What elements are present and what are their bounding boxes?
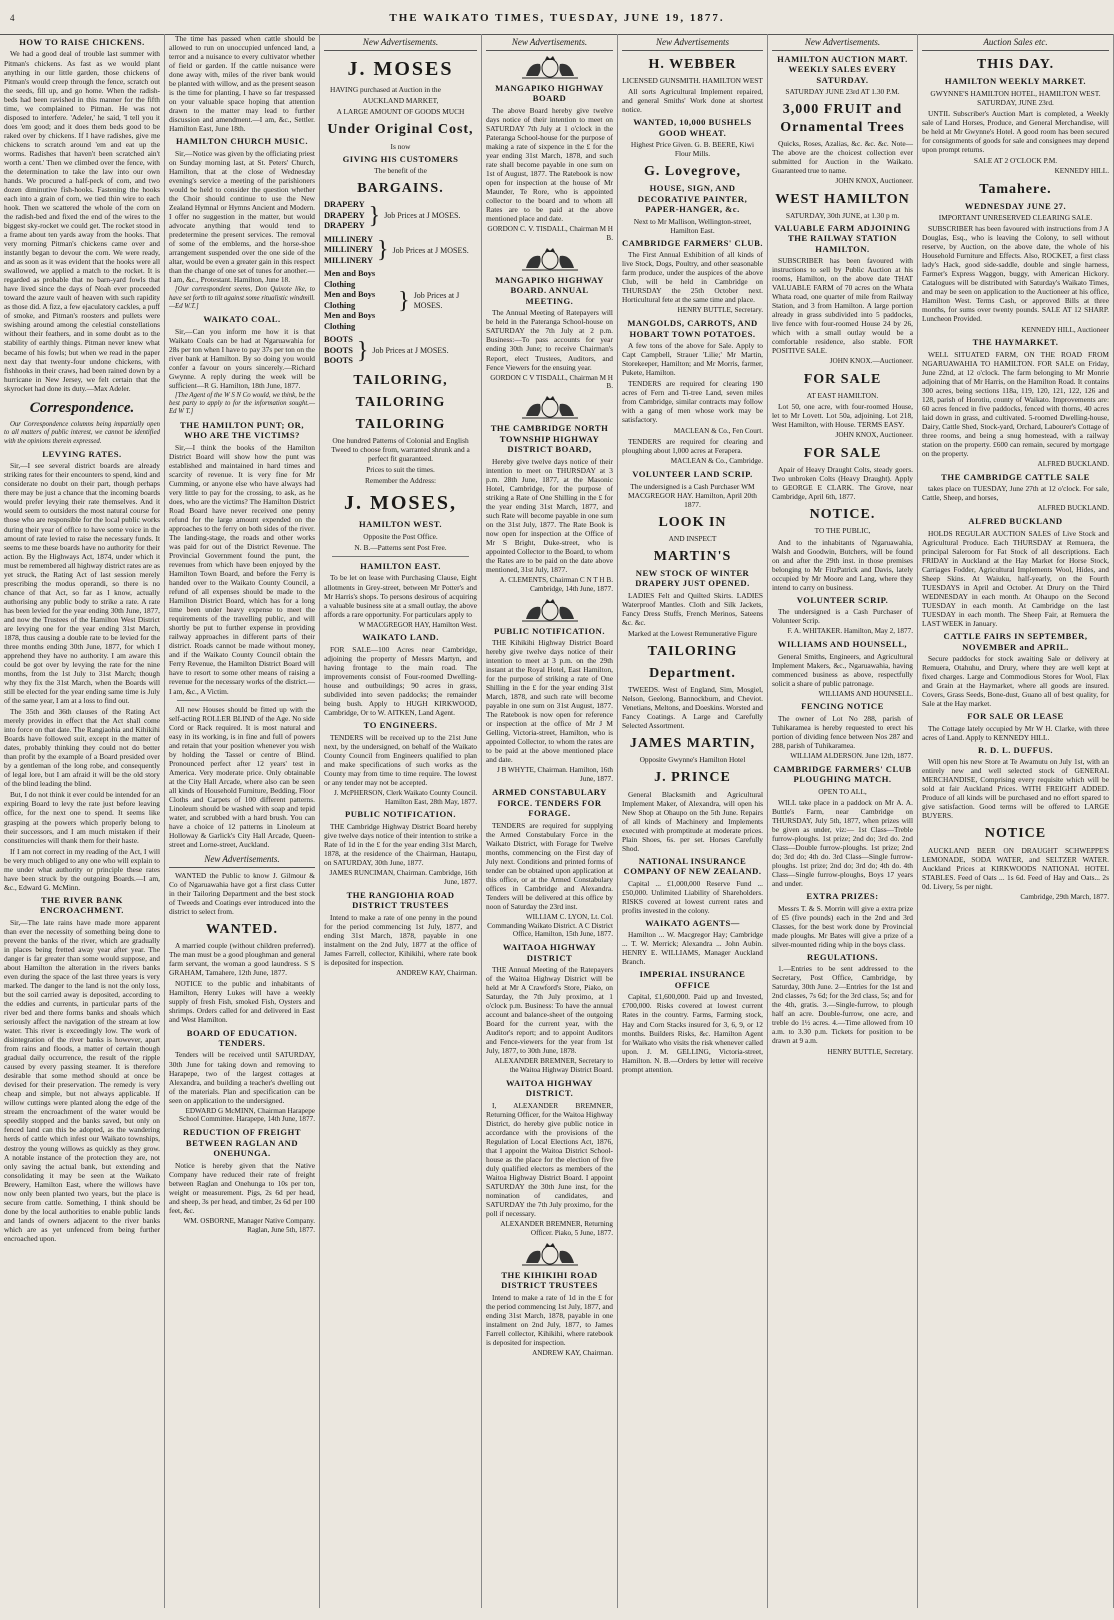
paragraph: Notice is hereby given that the Native Company have reduced their rate of freight between Raglan and Onehunga to 10s per ton, weight or measurement. Pigs, 2s 6d per head, and sheep, 3s per head, and timber, 2s 6d per 100 feet, &c.	[169, 1160, 315, 1215]
column-header: New Advertisements.	[486, 34, 613, 51]
signature-line: KENNEDY HILL, Auctioneer	[1021, 325, 1109, 334]
brace-note: Job Prices at J MOSES.	[384, 211, 461, 221]
signature-line: ANDREW KAY, Chairman.	[396, 968, 477, 977]
paragraph: takes place on TUESDAY, June 27th at 12 o'clock. For sale, Cattle, Sheep, and horses,	[922, 484, 1109, 503]
paragraph: The Annual Meeting of Ratepayers will be held in the Pateranga School-house on SATURDAY the 7th July at 2 p.m. Business:—To pass accounts for year ending 30th June; to receive Chairman's Report, elect Trustees, Auditors, and Fence Viewers for the ensuing year.	[486, 308, 613, 372]
brace-listing	[324, 269, 477, 332]
brace-note: Job Prices at J MOSES.	[413, 290, 460, 310]
brace-line: DRAPERY	[324, 221, 365, 231]
ad-heading: FOR SALE	[803, 372, 882, 388]
signature-line: ALEXANDER BREMNER, Secretary to the Waitoa Highway District Board.	[494, 1057, 613, 1075]
ad-heading: WEST HAMILTON	[775, 191, 910, 207]
paragraph: Intend to make a rate of 1d in the £ for the period commencing 1st July, 1877, and ending 31st March, 1878, payable in one instalment on 2nd July, 1877, to James Farrell collector, Kihikihi, where ratebook is deposited for inspection.	[486, 1292, 613, 1348]
royal-crest-icon	[518, 54, 582, 80]
ad-heading: 3,000 FRUIT and Ornamental Trees	[780, 102, 905, 135]
paragraph: General Smiths, Engineers, and Agricultural Implement Makers, &c., Ngaruawahia, having commenced business as above, respectfully solicit a share of public patronage.	[772, 651, 913, 688]
column-4	[482, 34, 618, 1608]
signature-line: JOHN KNOX, Auctioneer.	[835, 176, 913, 185]
paragraph: All new Houses should be fitted up with the self-acting ROLLER BLIND of the Age. No side Cord or Rack required. It is most natural and easy in its working, is in fine and full of powers and retain that your position whenever you wish by holding the Tassel or centre of Blind. Pronounced perfect after 12 years' test in America. Very moderate price. Only obtainable at the City Hall Arcade, where also can be seen all kinds of Household Furniture, Bedding, Floor Cloths and Carpets of 100 different patterns. Linoleum should be washed with soap and tepid water, and scrubbed with a hard brush. You can have a choice of 12 patterns in Linoleum at Holloway & Garlick's City Hall Arcade, Queen-street and Lorne-street, Auckland.	[169, 704, 315, 849]
paragraph: The Cottage lately occupied by Mr W H. Clarke, with three acres of Land. Apply to KENNEDY HILL.	[922, 723, 1109, 742]
centered-line: Opposite the Post Office.	[363, 531, 438, 541]
headline: HAMILTON AUCTION MART. WEEKLY SALES EVERY SATURDAY.	[777, 53, 908, 85]
paragraph: Will open his new Store at Te Awamutu on July 1st, with an entirely new and well selected stock of GENERAL MERCHANDISE, Comprising every requisite which will be sold at fair Auckland Prices. WITH FREIGHT ADDED. Produce of all kinds will be purchased and no effort spared to give satisfaction. Good terms will be offered to LARGE BUYERS.	[922, 757, 1109, 821]
paragraph: If I am not correct in my reading of the Act, I will be very much obliged to any one who will explain to me under what authority or principle these rates have been struck by the outgoing Boards.—I am, &c., Edward G. McMinn.	[4, 846, 160, 892]
column-6	[768, 34, 918, 1608]
brace-line: DRAPERY	[324, 200, 365, 210]
headline: HAMILTON EAST.	[360, 560, 441, 571]
headline: THE HAMILTON PUNT; OR, WHO ARE THE VICTIMS?	[179, 419, 304, 441]
signature-line: ALEXANDER BREMNER, Returning Officer. Piako, 5 June, 1877.	[500, 1220, 613, 1238]
page-number: 4	[10, 13, 16, 23]
brace-icon: }	[377, 237, 389, 264]
paragraph: Sir,—Can you inform me how it is that Waikato Coals can be had at Ngaruawahia for 28s per ton when I have to pay 37s per ton on the river bank at Hamilton. By so doing you would confer a favour on yours sincerely.—Richard Gwynne. A reply during the week will be sufficient—R G. Hamilton, 18th June, 1877.	[169, 326, 315, 390]
brace-note: Job Prices at J MOSES.	[372, 346, 449, 356]
headline: CAMBRIDGE FARMERS' CLUB PLOUGHING MATCH.	[773, 763, 912, 785]
headline: WAIKATO LAND.	[362, 632, 439, 643]
ad-heading: WANTED.	[206, 922, 278, 938]
editorial-note: [The Agent of the W S N Co would, we think, be the best party to apply to for the information sought.—Ed W T.]	[169, 391, 315, 416]
paragraph: The First Annual Exhibition of all kinds of live Stock, Dogs, Poultry, and other seasonable farm produce, under the auspices of the above Club, will be held in Cambridge on THURSDAY the 25th October next. Horticultural fete at the same time and place.	[622, 250, 763, 305]
ad-heading: Under Original Cost,	[327, 122, 474, 138]
headline: HAMILTON WEST.	[358, 519, 443, 530]
royal-crest-icon	[518, 597, 582, 623]
signature-line: MACLEAN & Co., Cambridge.	[670, 457, 763, 466]
centered-line: Highest Price Given. G. B. BEERE, Kiwi Flour Mills.	[630, 140, 755, 159]
brace-lines	[324, 235, 373, 267]
paragraph: The 35th and 36th clauses of the Rating Act merely provides in effect that the Act shall come into force on that date. The Rangiaohia and Kihikihi Boards have followed suit, except in the matter of dates, probably thinking they could not do better than profit by the example of a Board presided over by a gentleman of the long robe, and consequently of legal lore, but I am afraid it will be the old story of the blind leading the blind.	[4, 707, 160, 789]
royal-crest-icon	[518, 394, 582, 420]
centered-line: A LARGE AMOUNT OF GOODS MUCH	[336, 107, 465, 117]
headline: HOUSE, SIGN, AND DECORATIVE PAINTER, PAPER-HANGER, &c.	[637, 183, 748, 215]
headline: FOR SALE OR LEASE	[967, 711, 1064, 722]
headline: EXTRA PRIZES:	[806, 891, 879, 902]
headline: VALUABLE FARM ADJOINING THE RAILWAY STATION HAMILTON.	[774, 222, 911, 254]
headline: WAIKATO COAL.	[203, 314, 281, 325]
paragraph: Apair of Heavy Draught Colts, steady goers. Two unbroken Colts (Heavy Draught). Apply to GEORGE E CLARK. The Grove, near Cambridge, April 6th, 1877.	[772, 465, 913, 502]
centered-line: Is now	[390, 141, 411, 151]
paragraph: Sir,—Notice was given by the officiating priest on Sunday morning last, at St. Peters' Church, Hamilton, that at the close of Wednesday evening's service a meeting of the parishioners would be held to consider the question whether the Choir should continue to use the New Zealand Hymnal or Hymns Ancient and Modern. I offer no suggestion in the matter, but would advocate anything that would tend to predetermine the present services. The removal of some of the emblems, and the horse-shoe arrangement suspended over the one side of the altar, would be even a greater gain in this respect than the change of one set of tunes for another.—I am, &c., Protestant. Hamilton, June 18.	[169, 148, 315, 285]
ad-heading: THIS DAY.	[976, 56, 1055, 72]
paragraph: We had a good deal of trouble last summer with Pitman's chickens. As fast as we would plant anything in our little garden, those chickens of Pitman's would creep through the fence, scratch out the seeds, fill up, and go home. When the radish-beds had been ravished in this manner for the fifth time, we complained to Pitman. He was not disposed to interfere. 'Adeler,' he said, 'I tell you it does 'em good; and it does them beds good to be raked over by chickens. If I have radishes, give me chickens to scratch around 'em and eat up the worms. Radishes that haven't been scratched ain't worth a cent.' Then we climbed over the fence, with the determination to take the law into our own hands. We procured a half-peck of corn, and two dozen diminutive fish-hooks. Fastening the hooks each into a grain of corn, we tied thin wire to each hook. Then we scattered the whole of the corn on the radish-bed and fixed the end of the wires to the biggest sky-rocket we could get. The rocket stood in a frame about ten yards away from the hooks. That very morning Pitman's chickens came over and instantly began to devour the corn. We were ready, and as soon as it was evident that the hooks were all swallowed, we applied a match to the rocket. It is regarded as probable that no barn-yard fowls that have lived since the days of Noah ever proceeded toward the azure vault of heaven with such rapidity as those did. A fizz, a few ejaculatory cackles, a puff of smoke, and Pitman's roosters and pullets were swishing around among the celestial constellations without their feathers, and in some doubt as to the stability of earthly things. Pitman never knew what became of his fowls; but when we read in the paper next day that twenty-four undone chickens, with fishhooks in their craws, had been rained down by a hurricane in New Jersey, we felt certain that the skyrocket had done its duty.—Max Adeler.	[4, 49, 160, 393]
headline: IMPERIAL INSURANCE OFFICE	[639, 969, 746, 990]
signature-line: W MACGREGOR HAY, Hamilton West.	[358, 620, 477, 629]
paragraph: SUBSCRIBER has been favoured with instructions from J A Douglas, Esq., who is leaving the Colony, to sell without reserve, by Auction, on the above date, the whole of his Household Furniture and Effects. Also, ROCKET, a first class lady's Hack, good side-saddle, double and single harness, Farmer's Express Waggon, buggy, with American Hickory. Catalogues will be distributed with Saturday's Waikato Times, and may be seen on application to the Auctioneer at his office, Hamilton West. Terms Cash, or approved Bills at three months, for sums over twenty pounds. SALE AT 12 SHARP. Luncheon Provided.	[922, 224, 1109, 324]
headline: THE CAMBRIDGE CATTLE SALE	[941, 471, 1090, 482]
signature-line: HENRY BUTTLE, Secretary.	[677, 306, 763, 315]
headline: REGULATIONS.	[806, 951, 879, 962]
column-7	[918, 34, 1114, 1608]
paragraph: 1.—Entries to be sent addressed to the Secretary, Post Office, Cambridge, by Saturday, 30th June. 2—Entries for the 1st and 2nd classes, 7s 6d; for the 3rd class, 5s; and for the 4th, gratis. 3.—Single-furrow, to plough half an acre. Double-furrow, one acre, and treble do 1½ acres. 4.—Time allowed from 10 a.m. to 3.30 p.m. Tickets for position to be drawn at 9 a.m.	[772, 964, 913, 1046]
brace-line: MILLINERY	[324, 234, 374, 244]
paragraph: TENDERS will be received up to the 21st June next, by the undersigned, on behalf of the Waikato County Council from Engineers qualified to plan and make specifications of such works as the County may from time to time require. The lowest or any tender may not be accepted.	[324, 732, 477, 787]
brace-line: Men and Boys Clothing	[324, 311, 376, 331]
headline: WAIKATO AGENTS—	[645, 917, 740, 928]
headline: HAMILTON WEEKLY MARKET.	[944, 76, 1087, 87]
signature-line: HENRY BUTTLE, Secretary.	[827, 1047, 913, 1056]
paragraph: AUCKLAND BEER ON DRAUGHT SCHWEPPE'S LEMONADE, SODA WATER, and SELTZER WATER. Auckland Prices at KIRKWOODS NATIONAL HOTEL STABLES. Feed of Oats ... 1s 6d. Feed of Hay and Oats... 2s 0d. Livery, 5s per night.	[922, 845, 1109, 891]
brace-line: Men and Boys Clothing	[324, 290, 376, 310]
headline: ARMED CONSTABULARY FORCE. TENDERS FOR FORAGE.	[492, 787, 607, 819]
headline: WAITOA HIGHWAY DISTRICT.	[506, 1078, 593, 1099]
headline: HOW TO RAISE CHICKENS.	[19, 37, 145, 47]
headline: BOARD OF EDUCATION. TENDERS.	[186, 1027, 298, 1048]
paragraph: FOR SALE—100 Acres near Cambridge, adjoining the property of Messrs Martyn, and having frontage to the main road. The improvements consist of Four-roomed Dwelling-house and outbuildings; 90 acres in grass, subdivided into seven paddocks; the remainder being bush. Apply to HUGH KIRKWOOD, Cambridge, Or to W. AITKEN, Land Agent.	[324, 644, 477, 718]
newspaper-title: THE WAIKATO TIMES, TUESDAY, JUNE 19, 1877.	[389, 12, 725, 24]
signature-line: JOHN KNOX, Auctioneer.	[835, 431, 913, 440]
paragraph: Quicks, Roses, Azalias, &c. &c. &c. Note—The above are the choicest collection ever submitted for Auction in the Waikato. Guaranteed true to name.	[772, 138, 913, 175]
centered-line: TO THE PUBLIC,	[814, 526, 871, 536]
headline: NEW STOCK OF WINTER DRAPERY JUST OPENED.	[635, 567, 750, 589]
display-headline: J. MOSES,	[343, 492, 458, 515]
headline: PUBLIC NOTIFICATION.	[344, 809, 457, 820]
centered-line: AUCKLAND MARKET,	[362, 96, 439, 106]
column-1	[0, 34, 165, 1608]
centered-line: Marked at the Lowest Remunerative Figure	[627, 628, 758, 638]
brace-line: DRAPERY	[324, 210, 365, 220]
centered-line: GWYNNE'S HAMILTON HOTEL, HAMILTON WEST. SATURDAY, JUNE 23rd.	[930, 88, 1101, 107]
centered-line: SATURDAY JUNE 23rd AT 1.30 P.M.	[785, 87, 900, 97]
brace-lines	[324, 269, 394, 332]
paragraph: Tenders will be received until SATURDAY, 30th June for taking down and removing to Harapepe, two of the largest cottages at Alexandra, and building a teacher's dwelling out of the materials. Plan and specification can be seen on application to the undersigned.	[169, 1050, 315, 1105]
signature-line: JOHN KNOX.—Auctioneer.	[829, 357, 913, 366]
column-header: New Advertisements.	[169, 851, 315, 868]
headline: THE RIVER BANK ENCROACHMENT.	[40, 894, 124, 916]
paragraph: HAVING purchased at Auction in the	[330, 85, 441, 95]
column-3	[320, 34, 482, 1608]
headline: THE HAYMARKET.	[972, 337, 1059, 348]
paragraph: TENDERS are required for supplying the Armed Constabulary Force in the Waikato District, with Forage for Twelve months, commencing on the First day of July next. Conditions and printed forms of tender can be obtained upon application at this office, or at the Armed Constabulary offices in Cambridge and Alexandra. Tenders will be delivered at this office by noon of Saturday the 23rd inst.	[486, 820, 613, 911]
signature-line: ANDREW KAY, Chairman.	[532, 1349, 613, 1358]
signature-line: J B WHYTE, Chairman. Hamilton, 16th June, 1877.	[496, 766, 613, 784]
headline: MANGOLDS, CARROTS, AND HOBART TOWN POTATOES.	[627, 318, 758, 339]
ad-heading: TAILORING	[355, 394, 446, 410]
divider	[177, 700, 307, 701]
signature-line: WM. OSBORNE, Manager Native Company. Raglan, June 5th, 1877.	[183, 1216, 315, 1234]
paragraph: The undersigned is a Cash Purchaser of Volunteer Scrip.	[772, 607, 913, 626]
centered-line: AND INSPECT	[668, 533, 717, 543]
ad-heading: Department.	[649, 666, 736, 682]
brace-line: BOOTS	[324, 335, 353, 345]
brace-lines	[324, 335, 353, 367]
brace-listing	[324, 200, 477, 232]
ad-heading: Tamahere.	[979, 181, 1052, 197]
paragraph: Messrs T. & S. Morrin will give a extra prize of £5 (five pounds) each in the 2nd and 3rd Classes, for the best work done by Provincial made ploughs. Mr Bates will give a prize of a silver-mounted riding whip in the boys class.	[772, 903, 913, 949]
signature-line: ALFRED BUCKLAND.	[1037, 460, 1109, 469]
brace-listing	[324, 335, 477, 367]
headline: GIVING HIS CUSTOMERS	[342, 153, 459, 164]
brace-icon: }	[368, 202, 381, 229]
signature-line: MACLEAN & Co., Fen Court.	[673, 426, 763, 435]
ad-heading: LOOK IN	[658, 514, 727, 530]
headline: LEVYING RATES.	[42, 448, 122, 459]
centered-line: LICENSED GUNSMITH. HAMILTON WEST	[622, 76, 763, 86]
brace-line: MILLINERY	[324, 255, 374, 265]
headline: FENCING NOTICE	[801, 701, 884, 712]
ad-heading: FOR SALE	[803, 446, 882, 462]
headline: CAMBRIDGE FARMERS' CLUB.	[622, 237, 763, 248]
centered-line: N. B.—Patterns sent Post Free.	[354, 542, 447, 552]
ad-heading: MARTIN'S	[653, 548, 732, 564]
headline: VOLUNTEER SCRIP.	[796, 594, 889, 605]
headline: REDUCTION OF FREIGHT BETWEEN RAGLAN AND ONEHUNGA.	[182, 1127, 302, 1159]
ad-heading: BARGAINS.	[357, 181, 444, 197]
paragraph: Intend to make a rate of one penny in the pound for the period commencing 1st July, 1877, and ending 31st March, 1878, payable in one instalment on the 2nd July, 1877 at the office of James Farrell, collector, Kihikihi, where rate book is deposited for inspection.	[324, 912, 477, 967]
centered-line: OPEN TO ALL,	[818, 786, 867, 796]
brace-icon: }	[356, 337, 369, 364]
centered-line: One hundred Patterns of Colonial and English Tweed to choose from, warranted shrunk and a perfect fit guaranteed.	[331, 435, 470, 463]
ad-heading: NOTICE	[984, 826, 1047, 842]
headline: THE CAMBRIDGE NORTH TOWNSHIP HIGHWAY DISTRICT BOARD,	[490, 423, 609, 455]
headline: WILLIAMS AND HOUNSELL,	[777, 639, 908, 650]
ad-heading: G. Lovegrove,	[643, 164, 742, 180]
paragraph: Capital ... £1,000,000 Reserve Fund ... £50,000. Unlimited Liability of Shareholders. RISKS covered at lowest current rates and profits invested in the colony.	[622, 878, 763, 915]
column-header: Auction Sales etc.	[922, 34, 1109, 51]
paragraph: SUBSCRIBER has been favoured with instructions to sell by Public Auction at his rooms, Hamilton, on the above date THAT VALUABLE FARM of 70 acres on the Whata Whata road, one quarter of mile from Railway Station, and 3 from Hamilton. A large portion already in grass subdivided into 5 paddocks, live fence with four-roomed House 24 by 26, which with a small outlay would be a comfortable residence, also stable. FOR POSITIVE SALE.	[772, 256, 913, 356]
paragraph: TWEEDS. West of England, Sim, Mosgiel, Nelson, Geelong, Bannockburn, and Cheviot. Venetians, Meltons, and Doeskins. Worsted and Fancy Coatings. A Large and Carefully Selected Assortment.	[622, 685, 763, 731]
centered-line: The benefit of the	[374, 166, 427, 176]
brace-line: BOOTS	[324, 356, 353, 366]
paragraph: And to the inhabitants of Ngaruawahia, Walsh and Goodwin, Butchers, will be found on and after the 29th inst. in those premises belonging to Mr FitzPatrick and Davis, lately occupied by Mr Moore and Lang, where they intend to carry on business.	[772, 537, 913, 592]
ad-heading: H. WEBBER	[648, 56, 737, 72]
headline: WANTED, 10,000 BUSHELS GOOD WHEAT.	[633, 117, 752, 138]
masthead	[0, 0, 1114, 35]
paragraph: TENDERS are required for clearing 190 acres of Fern and Ti-tree Land, seven miles from Cambridge, similar contracts may follow with a gang of men whose work may be satisfactory.	[622, 379, 763, 425]
headline: PUBLIC NOTIFICATION.	[493, 625, 606, 636]
paragraph: I, ALEXANDER BREMNER, Returning Officer, for the Waitoa Highway District, do hereby give public notice in accordance with the provisions of the Regulation of Local Elections Act, 1876, that I appoint the Waitoa District School-house as the place for the election of five duly qualified electors as members of the Waitoa Highway District Board. I appoint SATURDAY the 30th June inst, for the nomination of candidates, and SATURDAY the 7th July proximo, for the poll if necessary.	[486, 1100, 613, 1219]
paragraph: WILL take place in a paddock on Mr A. A. Buttle's Farm, near Cambridge on THURSDAY, July 5th, 1877, when prizes will be given as under, viz:— 1st Class—Treble furrow-ploughs. 1st prize; 2nd do; 3rd do. 2nd Class—Double furrow-ploughs. 1st prize; 2nd do; 3rd do; 4th do. 3rd Class—Single furrow-ploughs. 1st prize; 2nd do; 3rd do; 4th do. 4th Class—Single furrow-ploughs, Boys 17 years and under.	[772, 797, 913, 889]
ad-heading: TAILORING	[355, 416, 446, 432]
ad-heading: TAILORING,	[353, 372, 448, 388]
column-header: New Advertisements.	[772, 34, 913, 51]
signature-line: WILLIAM ALDERSON. June 12th, 1877.	[790, 752, 913, 761]
paragraph: Secure paddocks for stock awaiting Sale or delivery at Remuera, Otahuhu, and Drury, where they are well kept at fixed charges. Large and Commodious Stores for Wool, Flax and Grain at the Haymarket, where all goods are insured. Covers, Grass Seeds, Bone-dust, Guano all of best quality, for Sale at the Hay market.	[922, 654, 1109, 709]
brace-note: Job Prices at J MOSES.	[392, 245, 469, 255]
headline: NATIONAL INSURANCE COMPANY OF NEW ZEALAND.	[623, 855, 762, 877]
headline: MANGAPIKO HIGHWAY BOARD. ANNUAL MEETING.	[495, 274, 604, 306]
centered-line: SATURDAY, 30th JUNE, at 1.30 p m.	[785, 210, 900, 220]
signature-line: GORDON C V TISDALL, Chairman M H B.	[490, 373, 613, 391]
signature-line: EDWARD G McMINN, Chairman Harapepe School Committee. Harapepe, 14th June, 1877.	[179, 1106, 315, 1124]
headline: CATTLE FAIRS IN SEPTEMBER, NOVEMBER and APRIL.	[943, 631, 1088, 652]
editorial-note: Our Correspondence columns being impartially open to all matters of public interest, we cannot be identified with the opinions therein expressed.	[4, 420, 160, 445]
section-title: Correspondence.	[29, 399, 135, 416]
ad-heading: J. PRINCE	[654, 770, 731, 786]
paragraph: General Blacksmith and Agricultural Implement Maker, of Alexandra, will open his New Shop at Ohaupo on the 5th June. Repairs of all kinds of Machinery and Implements executed with promptitude at moderate prices. Plain Shoes, 6s. per set. Horses Carefully Shod.	[622, 789, 763, 853]
paragraph: UNTIL Subscriber's Auction Mart is completed, a Weekly sale of Land Horses, Produce, and General Merchandise, will be held at Mr Gwynne's Hotel. A good room has been secured for consignments of goods for sale and consignees may depend upon prompt returns.	[922, 108, 1109, 154]
paragraph: NOTICE to the public and inhabitants of Hamilton, Henry Lukes will have a weekly supply of fresh Fish, smoked Fish, Oysters and shrimps. Orders called for and delivered in East and West Hamilton.	[169, 979, 315, 1025]
brace-lines	[324, 200, 365, 232]
centered-line: IMPORTANT UNRESERVED CLEARING SALE.	[938, 213, 1093, 223]
headline: MANGAPIKO HIGHWAY BOARD	[495, 82, 604, 104]
signature-line: A. CLEMENTS, Chairman C N T H B. Cambridge, 14th June, 1877.	[499, 576, 613, 593]
paragraph: A few tons of the above for Sale. Apply to Capt Campbell, Strauer 'Lilie;' Mr Martin, Storekeeper, Hamilton; and Mr Morris, farmer, Pukete, Hamilton.	[622, 341, 763, 378]
paragraph: Sir,—I see several district boards are already striking rates for their encounters to spend, kind and considerate no doubt on their part, though perhaps there may be just a chance that the incoming boards would prefer levying their rate themselves. And it would seem to outsiders the most natural course for those who are responsible for the local public works during their year of office to have some voice in the amount of rate levied to raise the necessary funds. It seems to me these boards have no authority for their action. By the Highways Act, 1874, under which it must be remembered all highway district rates are as yet struck, the Rating Act of last session merely prescribing the modus operandi, so there is no chance of that Act, so far as I know, actually authorising any public body to strike a rate. A rate has been levied for the year ending 30th June, 1877, and now the Trustees of the Hamilton West District are levying one for the year ending 31st March, 1878, thus causing a double rate to be levied for the three months ending 30th June, 1877, for which I apprehend they have no authority. I am aware this could be got over by levying the rate for the nine months, from the 1st July to 31st March; though why they fix the 31st March, when the Boards will still be elected for the year ending same time is July of the same year, I am at a loss to find out.	[4, 461, 160, 706]
paragraph: Lot 50, one acre, with four-roomed House, let to Mr Lovett. Lot 50a, adjoining. Lot 218, West Hamilton, with House. TERMS EASY.	[772, 402, 913, 430]
column-5	[618, 34, 768, 1608]
paragraph: The above Board hereby give twelve days notice of their intention to meet on SATURDAY 7th July at 1 o'clock in the Pateranga School-house for the purpose of making a rate of sixpence in the £ for the year ending 31st March, 1878, and such rate shall become payable in one sum on 1st of August, 1877. The Ratebook is now open for inspection at the house of Mr Maunder, Te Rore, who is appointed collector to the board and to whom all Rates are to be paid at the above mentioned place and date.	[486, 105, 613, 224]
brace-line: Men and Boys Clothing	[324, 269, 376, 289]
column-2	[165, 34, 320, 1608]
divider	[332, 556, 469, 557]
paragraph: THE Kihikihi Highway District Board hereby give twelve days notice of their intention to meet at 3 p.m. on the 29th instant at the Royal Hotel, East Hamilton, for the purpose of striking a rate of One Shilling in the £ for the year ending 31st March, 1878, and such rate will become payable in one sum on 31st August, 1877. The Ratebook is now open for reference or inspection at the office of Mr J M Gelling, Victoria-street, Hamilton, who is appointed Collector, to whom the rates are to be paid at the above mentioned place and date.	[486, 638, 613, 765]
paragraph: LADIES Felt and Quilted Skirts. LADIES Waterproof Mantles. Cloth and Silk Jackets, Fancy Dress Stuffs, French Merinos, Sateens &c. &c.	[622, 590, 763, 627]
signature-line: ALFRED BUCKLAND.	[1037, 504, 1109, 513]
centered-line: Remember the Address:	[364, 476, 436, 486]
paragraph: A married couple (without children preferred). The man must be a good ploughman and general farm servant, the woman a good laundress. S S GRAHAM, Tamahere, 12th June, 1877.	[169, 941, 315, 978]
paragraph: The time has passed when cattle should be allowed to run on unoccupied unfenced land, a terror and a nuisance to every cultivator whether of field or garden. If the cattle nuisance were done away with, miles of the river bank would be planted with willow, and as the present season is the time for planting, I have so far trespassed on your valuable space hoping that attention drawn to the matter may lead to further discussion and amendment.—I am, &c., Settler. Hamilton East, June 18th.	[169, 34, 315, 134]
signature-line: WILLIAMS AND HOUNSELL.	[818, 689, 913, 698]
royal-crest-icon	[518, 246, 582, 272]
paragraph: Hereby give twelve days notice of their intention to meet on THURSDAY at 3 p.m. 28th June, 1877, at the Masonic Hotel, Cambridge, for the purpose of striking a Rate of One Shilling in the £ for the year ending 31st March, 1877, and such Rate will become payable in one sum on the 31st July, 1877. The Rate Book is now open for inspection at the Office of Mr S Bright, Duke-street, who is appointed Collector to the Board, to whom the Rates are to be paid on the date above mentioned, 31st July, 1877.	[486, 456, 613, 574]
display-headline: J. MOSES	[347, 57, 454, 80]
paragraph: To be let on lease with Purchasing Clause, Eight allotments in Grey-street, between Mr Potter's and Mr Harris's shops. To persons desirous of acquiring a valuable business site at a small outlay, the above affords a rare opportunity. For particulars apply to	[324, 573, 477, 619]
signature-line: GORDON C. V. TISDALL, Chairman M H B.	[487, 225, 613, 243]
centered-line: The undersigned is a Cash Purchaser WM MACGREGOR HAY. Hamilton, April 20th 1877.	[628, 481, 757, 509]
paragraph: Sir,—The late rains have made more apparent than ever the necessity of something being done to prevent the banks of the river, which are gradually in places being fretted away year after year. The danger is far greater than some would suppose, and about Hamilton the alteration in the rivers banks even during the space of the last three years is very marked. The danger to the land is not the only loss, but the soil carried away is deposited, according to the eddies and currents, in particular parts of the river bed and there forms banks and shoals which seriously affect the navigation of the stream at low water. This river is exceedingly low. The work of disintegration of the river banks is however, apart from rains and floods, a matter of certain though gradual daily occurrence, the result of the ripple caused by every passing steamer. It is therefore desirable that some method should at once be devised for their preservation. The remedy is very cheap and simple, but not always applicable. If willow cuttings were planted along the edge of the stream the encroachment of the water would be speedily stopped and the banks saved, but only on fenced land can this be adopted, as the wandering herds of cattle which infest our Waikato townships, destroy the young willows as quickly as they grow. A notable instance of the protection they are, not only saving the actual bank, but extending and consolidating it may be seen at the Waikato Brewery, Hamilton East, where the willows have now only been planted two years, but the place is secure from cattle. Something, I think should be done by the local authorities to enable public lands and lands of owners adjacent to the river banks which are as yet unfenced from being further encroached upon.	[4, 917, 160, 1243]
brace-icon: }	[398, 287, 410, 314]
signature-line: J. McPHERSON, Clerk Waikato County Council. Hamilton East, 28th May, 1877.	[333, 788, 477, 806]
ad-heading: JAMES MARTIN,	[629, 736, 756, 752]
paragraph: THE Annual Meeting of the Ratepayers of the Waitoa Highway District will be held at Mr A Crawford's Store, Piako, on Saturday, the 7th July proximo, at 1 o'clock p.m. Business: To have the annual account and balance-sheet of the outgoing Board for the current year, with the Auditor's report; and to appoint Auditors and Fence-viewers for the year from 1st July, 1877, to 30th June, 1878.	[486, 965, 613, 1056]
signature-line: JAMES RUNCIMAN, Chairman. Cambridge, 16th June, 1877.	[329, 869, 477, 886]
centered-line: Prices to suit the times.	[366, 464, 435, 474]
centered-line: AT EAST HAMILTON.	[806, 391, 879, 401]
headline: R. D. L. DUFFUS.	[977, 744, 1054, 755]
centered-line: Next to Mr Mallison, Wellington-street, Hamilton East.	[633, 216, 752, 235]
signature-line: F. A. WHITAKER. Hamilton, May 2, 1877.	[787, 627, 913, 636]
paragraph: THE Cambridge Highway District Board hereby give twelve days notice of their intention to strike a Rate of 1d in the £ for the year ending 31st March, 1878, at the residence of the Chairman, Hautapu, on SATURDAY, 30th June, 1877.	[324, 821, 477, 867]
brace-listing	[324, 235, 477, 267]
editorial-note: [Our correspondent seems, Don Quixote like, to have set forth to tilt against some ritualistic windmill.—Ed W.T.]	[169, 286, 315, 310]
brace-line: BOOTS	[324, 345, 353, 355]
paragraph: WELL SITUATED FARM, ON THE ROAD FROM NGARUAWAHIA TO HAMILTON. FOR SALE on Friday, June 22nd, at 12 o'clock. The farm belonging to Mr Monrie adjoining that of Mr Harris, on the Hamilton Road. It contains 300 acres, being sections 118a, 119, 120, 121, 122, 126 and 128, parish of Horotiu, county of Waikato. Improvements are: 60 acres fenced in five paddocks, fenced with thorns, 40 acres laid down in grass, and cultivated. 5-roomed Dwelling-house, Dairy, Cattle Shed, Stock-yard, Orchard, Labourer's Cottage of three rooms, and being a snug homestead, with a railway station on the property. £600 can remain, secured by mortgage on the property.	[922, 349, 1109, 459]
paragraph: Capital, £1,600,000. Paid up and Invested, £700,000. Risks covered at lowest current Rates in the country. Farms, Farming stock, Hay and Corn Stacks insured for 3, 6, 9, or 12 months. Builders Risks, &c. Hamilton Agent for Waikato who visits the risk whenever called upon. J. M. GELLING, Victoria-street, Hamilton. N. B.—Orders by letter will receive prompt attention.	[622, 992, 763, 1074]
signature-line: KENNEDY HILL.	[1054, 166, 1109, 175]
centered-line: Opposite Gwynne's Hamilton Hotel	[639, 755, 746, 765]
centered-line: SALE AT 2 O'CLOCK P.M.	[973, 155, 1058, 165]
column-header: New Advertisements	[622, 34, 763, 51]
royal-crest-icon	[518, 1241, 582, 1267]
headline: HAMILTON CHURCH MUSIC.	[175, 136, 309, 147]
headline: THE KIHIKIHI ROAD DISTRICT TRUSTEES	[501, 1269, 598, 1291]
headline: WEDNESDAY JUNE 27.	[964, 200, 1067, 211]
paragraph: WANTED the Public to know J. Gilmour & Co of Ngaruawahia have got a first class Cutter in their Tailoring Department and the best stock of Tweeds and Coatings ever introduced into the district to select from.	[169, 871, 315, 917]
paragraph: The owner of Lot No 288, parish of Tuhikaramea is hereby requested to erect his portion of dividing fence between Nos 287 and 288, parish of Tuhikaramea.	[772, 713, 913, 750]
paragraph: Sir,—I think the books of the Hamilton District Board will show how the punt was established and maintained in hard times and scarcity of revenue. It is very fine for Mr Cumming, or anyone else who have always had very little to pay for the crossing, to ask, as he does, who are the victims? The Hamilton District Road Board have never received one penny refund for the large amount expended on the approaches to the ferry on both sides of the river. The landing-stage, the roads and other works was paid for out of the District Revenue. The Provincial Government found the punt, the revenues from which have been enjoyed by the Hamilton Town Board, and before the Ferry is handed over to the Waikato County Council, a refund of all expenses should be made to the Hamilton District Board, which has for a long time been under heavy expense to meet the requirements of the travelling public, and will shortly be put to further expense in providing railway approaches in different parts of their district. Roads cannot be made without money, and if the Waikato County Council obtain the Ferry Revenue, the Hamilton District Board will have to resort to some other means of raising a revenue for the necessary works of the district.—I am, &c., A Victim.	[169, 442, 315, 696]
column-header: New Advertisements.	[324, 34, 477, 51]
signature-line: WILLIAM C. LYON, Lt. Col. Commanding Waikato District. A C District Office, Hamilton, 15th June, 1877.	[487, 912, 613, 939]
headline: WAITAOA HIGHWAY DISTRICT	[502, 942, 597, 963]
headline: ALFRED BUCKLAND	[968, 516, 1063, 527]
paragraph: All sorts Agricultural Implement repaired, and general Smiths' Work done at shortest notice.	[622, 87, 763, 115]
paragraph: HOLDS REGULAR AUCTION SALES of Live Stock and Agricultural Produce. Each THURSDAY at Remuera, the principal Saleroom for Fat Stock of all descriptions. Each FRIDAY in Auckland at the Hay Market for Horse Stock, Carriages Fodder, Agricultural Implements Wool, Hides, and Sheep Skins. At Waiuku, half-yearly, on the Fourth TUESDAYS in April and October. At Drury on the Third WEDNESDAY in each month. At Ohaupo on the Second TUESDAY in each month. At Cambridge on the last TUESDAY in each month. The Sheep Fair, at Remuera the LAST WEEK in January.	[922, 528, 1109, 629]
paragraph: TENDERS are required for clearing and ploughing about 1,000 acres at Ferapera.	[622, 437, 763, 456]
ad-heading: TAILORING	[647, 644, 738, 660]
signature-line: Cambridge, 29th March, 1877.	[1020, 892, 1109, 901]
headline: TO ENGINEERS.	[363, 720, 438, 731]
headline: VOLUNTEER LAND SCRIP.	[632, 469, 753, 480]
paragraph: But, I do not think it ever could be intended for an expiring Board to levy the rate just before leaving office, for the next one to spend. It seems like grasping at the powers which properly belong to their successors, and I am much mistaken if their constituencies will thank them for their haste.	[4, 790, 160, 845]
headline: THE RANGIOHIA ROAD DISTRICT TRUSTEES	[346, 889, 455, 911]
brace-line: MILLINERY	[324, 245, 374, 255]
paragraph: Hamilton ... W. Macgregor Hay; Cambridge ... T. W. Merrick; Alexandra ... John Aubin. HENRY E. WILLIAMS, Manager Auckland Branch.	[622, 930, 763, 967]
ad-heading: NOTICE.	[809, 507, 876, 523]
